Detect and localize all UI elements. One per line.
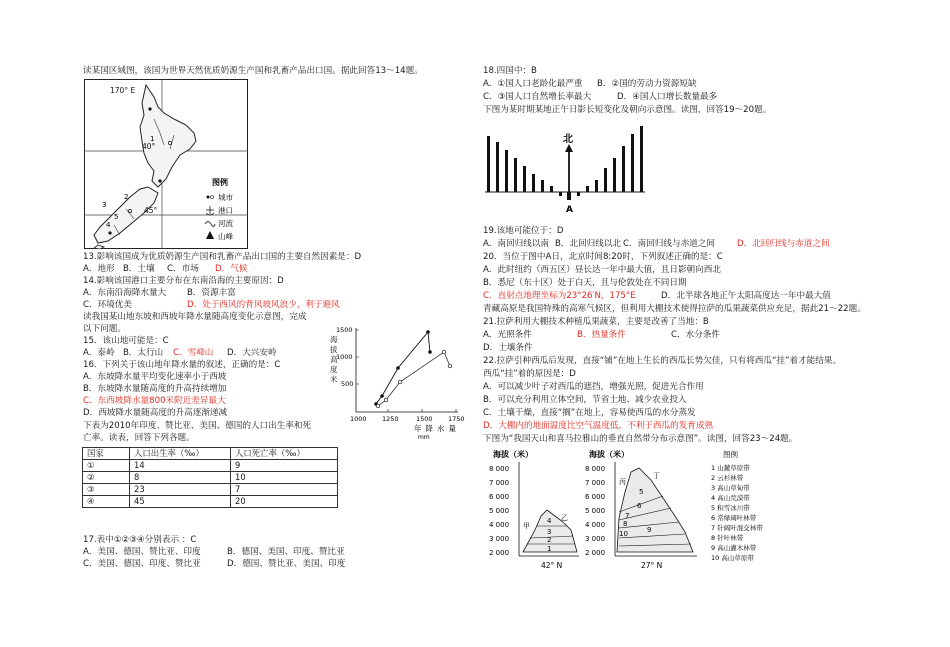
right-zone-10: 10 bbox=[619, 530, 628, 538]
legend-item-6: 6 常绿阔叶林带 bbox=[711, 514, 757, 522]
q14-option-c[interactable]: C．环境优美 bbox=[83, 300, 132, 310]
q20-stem: 20．当位于图中A日，北京时间8:20时，下列叙述正确的是：C bbox=[483, 252, 723, 262]
legend-item-4: 4 高山荒漠带 bbox=[711, 494, 750, 502]
table-cell: 7 bbox=[231, 484, 338, 496]
q13-option-b[interactable]: B．土壤 bbox=[123, 264, 155, 274]
q17-option-c[interactable]: C．美国、德国、印度、赞比亚 bbox=[83, 559, 201, 569]
map-mark-2: 2 bbox=[124, 193, 129, 201]
left-ylabel: 海拔（米） bbox=[493, 450, 533, 459]
q21-option-b[interactable]: B．热量条件 bbox=[577, 330, 626, 340]
intro-17: 下表为2010年印度、赞比亚、美国、德国的人口出生率和死 bbox=[83, 421, 312, 431]
rain-chart-xunit: mm bbox=[418, 434, 430, 441]
q18-option-b[interactable]: B．②国的劳动力资源短缺 bbox=[597, 79, 697, 89]
q17-row2 bbox=[83, 559, 345, 570]
right-tick-4000: 4 000 bbox=[585, 521, 606, 529]
q19-stem: 19.该地可能位于：D bbox=[483, 226, 564, 236]
q19-option-d[interactable]: D．北回归线与赤道之间 bbox=[737, 239, 830, 249]
right-tick-7000: 7 000 bbox=[585, 479, 606, 487]
q21-option-d[interactable]: D．土壤条件 bbox=[483, 343, 533, 353]
q17-option-a[interactable]: A．美国、德国、赞比亚、印度 bbox=[83, 547, 201, 557]
q13-option-d[interactable]: D．气候 bbox=[215, 264, 248, 274]
q14-row1 bbox=[83, 288, 236, 299]
q17-option-b[interactable]: B．德国、美国、印度、赞比亚 bbox=[227, 547, 345, 557]
mountain-zonation-figure bbox=[485, 448, 775, 578]
q21-option-a[interactable]: A．光照条件 bbox=[483, 330, 532, 340]
legend-item-8: 8 针叶林带 bbox=[711, 534, 744, 542]
table-cell: 9 bbox=[231, 460, 338, 472]
map-mark-4: 4 bbox=[106, 221, 111, 229]
right-tick-5000: 5 000 bbox=[585, 507, 606, 515]
q16-option-d[interactable]: D．西坡降水量随高度的升高逐渐递减 bbox=[83, 408, 228, 418]
left-tick-4000: 4 000 bbox=[489, 521, 510, 529]
shadow-length-figure bbox=[485, 118, 645, 218]
intro-23-24: 下图为“我国天山和喜马拉雅山的垂直自然带分布示意图”。读图，回答23～24题。 bbox=[483, 434, 798, 444]
x-tick-1750: 1750 bbox=[448, 415, 465, 423]
left-jia: 甲 bbox=[523, 522, 530, 530]
left-tick-7000: 7 000 bbox=[489, 479, 510, 487]
intro-17b: 亡率。读表，回答下列各题。 bbox=[83, 433, 195, 443]
right-ding: 丁 bbox=[653, 472, 660, 480]
legend-port-label: 港口 bbox=[218, 206, 233, 215]
table-header: 国家 bbox=[83, 448, 130, 460]
table-cell: 45 bbox=[130, 496, 231, 508]
left-zone-3: 3 bbox=[547, 528, 552, 536]
q17-stem: 17.表中①②③④分别表示 ：C bbox=[83, 535, 197, 545]
table-row bbox=[83, 496, 338, 508]
right-zone-9: 9 bbox=[647, 526, 652, 534]
rain-chart-ylabel: 海拔高度米 bbox=[330, 335, 338, 384]
q21-stem: 21.拉萨利用大棚技术种植瓜果蔬菜，主要是改善了当地：B bbox=[483, 317, 709, 327]
left-tick-3000: 3 000 bbox=[489, 535, 510, 543]
legend-item-7: 7 针阔叶混交林带 bbox=[711, 524, 763, 532]
legend-item-1: 1 山麓草原带 bbox=[711, 464, 750, 472]
table-header: 人口死亡率（‰） bbox=[231, 448, 338, 460]
q19-option-a[interactable]: A．南回归线以南 bbox=[483, 239, 550, 249]
q15-option-c[interactable]: C．雪峰山 bbox=[173, 348, 214, 358]
shadow-a-label: A bbox=[566, 205, 573, 215]
right-zone-7: 7 bbox=[625, 512, 630, 520]
intro-21-22: 青藏高原是我国特殊的高寒气候区，但利用大棚技术使得拉萨的瓜果蔬菜供应充足，据此21～22题。 bbox=[483, 304, 866, 314]
right-tick-6000: 6 000 bbox=[585, 493, 606, 501]
q17-row1 bbox=[83, 547, 345, 558]
q13-option-c[interactable]: C．市场 bbox=[167, 264, 199, 274]
table-cell: 10 bbox=[231, 472, 338, 484]
q18-row1 bbox=[483, 79, 697, 90]
x-tick-1000: 1000 bbox=[350, 415, 367, 423]
map-longitude-label: 170° E bbox=[110, 86, 136, 95]
new-zealand-map bbox=[84, 79, 248, 249]
q18-stem: 18.四国中：B bbox=[483, 66, 537, 76]
table-cell: ① bbox=[83, 460, 130, 472]
map-mark-1: 1 bbox=[150, 135, 155, 143]
legend-item-10: 10 高山草原带 bbox=[711, 554, 754, 562]
q13-options bbox=[83, 264, 247, 275]
north-label: 北 bbox=[563, 134, 573, 145]
legend-river-label: 河流 bbox=[218, 219, 233, 228]
table-cell: ④ bbox=[83, 496, 130, 508]
q14-option-a[interactable]: A．东南沿海降水量大 bbox=[83, 288, 167, 298]
q13-stem: 13.影响该国成为优质奶源生产国和乳畜产品出口国的主要自然因素是：D bbox=[83, 252, 362, 262]
right-lat: 27° N bbox=[641, 561, 663, 570]
left-zone-1: 1 bbox=[547, 545, 552, 553]
q18-option-c[interactable]: C．③国人口自然增长率最大 bbox=[483, 92, 592, 102]
q16-option-b[interactable]: B．东坡降水量随高度的升高持续增加 bbox=[83, 384, 227, 394]
legend-item-3: 3 高山草甸带 bbox=[711, 484, 750, 492]
q22-option-b[interactable]: B．可以充分利用立体空间，节省土地、减少农业投入 bbox=[483, 395, 687, 405]
q15-option-d[interactable]: D．大兴安岭 bbox=[227, 348, 277, 358]
map-mark-5: 5 bbox=[114, 213, 119, 221]
table-header: 人口出生率（‰） bbox=[130, 448, 231, 460]
table-row bbox=[83, 460, 338, 472]
intro-19-20: 下图为某时期某地正午日影长短变化及朝向示意图。读图，回答19～20题。 bbox=[483, 105, 772, 115]
q22-option-a[interactable]: A．可以减少叶子对西瓜的遮挡，增强光照，促进光合作用 bbox=[483, 382, 704, 392]
q15-options bbox=[83, 348, 277, 359]
right-tick-8000: 8 000 bbox=[585, 465, 606, 473]
legend-item-5: 5 积雪冰川带 bbox=[711, 504, 750, 512]
map-lat45-label: 45° bbox=[144, 206, 158, 215]
right-ylabel: 海拔（米） bbox=[589, 450, 629, 459]
table-row bbox=[83, 484, 338, 496]
legend-city-label: 城市 bbox=[218, 193, 233, 202]
q14-row2 bbox=[83, 300, 340, 311]
legend-item-9: 9 高山灌木林带 bbox=[711, 544, 757, 552]
legend-item-2: 2 云杉林带 bbox=[711, 474, 744, 482]
q17-option-d[interactable]: D．德国、赞比亚、美国、印度 bbox=[227, 559, 346, 569]
table-cell: 20 bbox=[231, 496, 338, 508]
q22-stem: 22.拉萨引种西瓜后发现，直接“铺”在地上生长的西瓜长势欠佳，只有将西瓜“挂”着才能结果。 bbox=[483, 356, 842, 366]
q19-option-b[interactable]: B．北回归线以北 bbox=[555, 239, 622, 249]
map-lat40-label: 40° bbox=[142, 142, 156, 151]
left-yi: 乙 bbox=[561, 514, 568, 522]
right-zone-8: 8 bbox=[623, 520, 628, 528]
q20-option-a[interactable]: A．此时纽约（西五区）昼长达一年中最大值，且日影朝向西北 bbox=[483, 265, 721, 275]
q19-option-c[interactable]: C．南回归线与赤道之间 bbox=[623, 239, 715, 249]
rainfall-elevation-chart bbox=[328, 320, 468, 442]
q21-option-c[interactable]: C．水分条件 bbox=[671, 330, 720, 340]
q20-option-c[interactable]: C．直射点地理坐标为23°26′N，175°E bbox=[483, 291, 636, 301]
y-tick-500: 500 bbox=[341, 380, 354, 388]
q20-option-d[interactable]: D．北半球各地正午太阳高度达一年中最大值 bbox=[661, 291, 831, 301]
q20-row bbox=[483, 291, 831, 302]
y-tick-1500: 1500 bbox=[336, 326, 353, 334]
q18-option-d[interactable]: D．④国人口增长数量最多 bbox=[617, 92, 718, 102]
table-cell: ③ bbox=[83, 484, 130, 496]
intro-13-14: 读某国区域图，该国为世界天然优质奶源生产国和乳畜产品出口国。据此回答13～14题。 bbox=[83, 66, 423, 76]
left-tick-2000: 2 000 bbox=[489, 549, 510, 557]
intro-15b: 以下问题。 bbox=[83, 324, 126, 334]
zonation-legend-title: 图例 bbox=[723, 450, 738, 459]
x-tick-1500: 1500 bbox=[416, 415, 433, 423]
q22-stem2: 西瓜“挂”着的原因是：D bbox=[483, 369, 576, 379]
left-tick-6000: 6 000 bbox=[489, 493, 510, 501]
rain-chart-xlabel: 年降水量 bbox=[414, 424, 460, 433]
q22-option-c[interactable]: C．土壤干燥，直接“搁”在地上，容易使西瓜的水分蒸发 bbox=[483, 408, 696, 418]
x-tick-1250: 1250 bbox=[382, 415, 399, 423]
q22-option-d[interactable]: D．大棚内的地面温度比空气温度低，不利于西瓜的发育成熟 bbox=[483, 421, 714, 431]
q18-row2 bbox=[483, 92, 717, 103]
q15-option-a[interactable]: A．泰岭 bbox=[83, 348, 115, 358]
q14-option-b[interactable]: B．资源丰富 bbox=[187, 288, 236, 298]
q16-option-a[interactable]: A．东坡降水量平均变化速率小于西坡 bbox=[83, 372, 227, 382]
intro-15: 读我国某山地东坡和西坡年降水量随高度变化示意图，完成 bbox=[83, 312, 307, 322]
q15-stem: 15．该山地可能是：C bbox=[83, 336, 169, 346]
table-cell: 14 bbox=[130, 460, 231, 472]
right-tick-3000: 3 000 bbox=[585, 535, 606, 543]
right-tick-2000: 2 000 bbox=[585, 549, 606, 557]
table-header-row bbox=[83, 448, 338, 460]
q16-option-c[interactable]: C．东西坡降水量800米附近差异最大 bbox=[83, 396, 226, 406]
q19-row bbox=[483, 239, 830, 250]
q20-option-b[interactable]: B．悉尼（东十区）处于白天，且与伦敦处在不同日期 bbox=[483, 278, 687, 288]
left-tick-8000: 8 000 bbox=[489, 465, 510, 473]
q15-option-b[interactable]: B．太行山 bbox=[123, 348, 164, 358]
left-tick-5000: 5 000 bbox=[489, 507, 510, 515]
table-cell: ② bbox=[83, 472, 130, 484]
right-zone-5: 5 bbox=[639, 488, 644, 496]
right-column bbox=[475, 0, 950, 647]
map-mark-3: 3 bbox=[102, 201, 107, 209]
q14-stem: 14.影响该国港口主要分布在东南沿海的主要原因：D bbox=[83, 276, 284, 286]
right-bing: 丙 bbox=[619, 478, 626, 486]
left-lat: 42° N bbox=[541, 561, 563, 570]
left-zone-2: 2 bbox=[547, 536, 552, 544]
q16-stem: 16．下列关于该山地年降水量的叙述，正确的是：C bbox=[83, 360, 281, 370]
right-zone-6: 6 bbox=[637, 502, 642, 510]
left-zone-4: 4 bbox=[547, 517, 552, 525]
q21-row bbox=[483, 330, 720, 341]
q18-option-a[interactable]: A．①国人口老龄化最严重 bbox=[483, 79, 583, 89]
population-table bbox=[82, 447, 338, 508]
table-cell: 8 bbox=[130, 472, 231, 484]
y-tick-1000: 1000 bbox=[336, 353, 353, 361]
table-cell: 23 bbox=[130, 484, 231, 496]
legend-peak-label: 山峰 bbox=[218, 232, 233, 241]
table-row bbox=[83, 472, 338, 484]
map-legend-title: 图例 bbox=[212, 178, 228, 187]
q13-option-a[interactable]: A．地形 bbox=[83, 264, 115, 274]
q14-option-d[interactable]: D．处于西风的背风坡风浪少，利于避风 bbox=[187, 300, 340, 310]
